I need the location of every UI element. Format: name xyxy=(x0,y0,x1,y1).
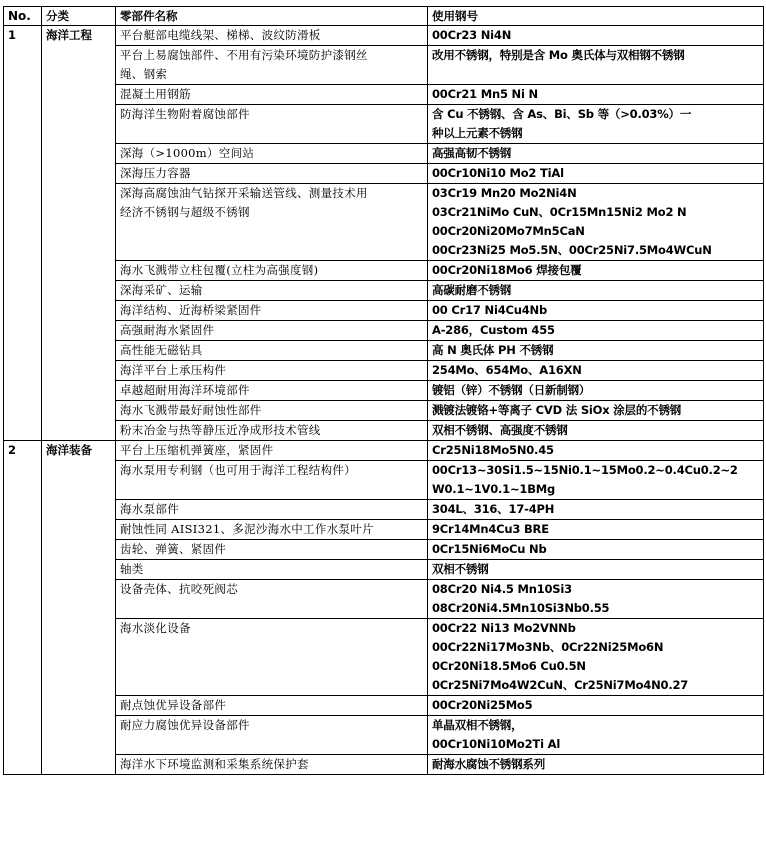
steel-grade-line: 254Mo、654Mo、A16XN xyxy=(432,363,582,377)
steel-grade-cell xyxy=(428,381,764,401)
steel-grade-cell xyxy=(428,500,764,520)
part-name-line: 深海压力容器 xyxy=(120,166,191,180)
part-name-line: 高强耐海水紧固件 xyxy=(120,323,215,337)
group-number: 1 xyxy=(4,26,42,441)
steel-grade-line: 含 Cu 不锈钢、含 As、Bi、Sb 等（>0.03%）一 xyxy=(432,107,692,121)
steel-grade-cell xyxy=(428,716,764,755)
part-name-line: 平台艇部电缆线架、梯梯、波纹防滑板 xyxy=(120,28,321,42)
table-row xyxy=(4,421,764,441)
steel-grade-cell xyxy=(428,164,764,184)
part-name-cell xyxy=(116,144,428,164)
part-name-line: 平台上压缩机弹簧座，紧固件 xyxy=(120,443,274,457)
steel-grade-cell xyxy=(428,46,764,85)
steel-grade-line: 00Cr20Ni20Mo7Mn5CaN xyxy=(432,224,585,238)
header-steel-grade: 使用钢号 xyxy=(428,7,764,26)
steel-grade-line: 溅镀法镀铬+等离子 CVD 法 SiOx 涂层的不锈钢 xyxy=(432,403,682,417)
steel-grade-line: 0Cr20Ni18.5Mo6 Cu0.5N xyxy=(432,659,586,673)
part-name-cell xyxy=(116,85,428,105)
steel-grade-line: W0.1~1V0.1~1BMg xyxy=(432,482,556,496)
steel-grade-line: 高碳耐磨不锈钢 xyxy=(432,283,512,297)
table-row xyxy=(4,540,764,560)
part-name-line: 轴类 xyxy=(120,562,144,576)
part-name-line: 耐蚀性同 AISI321、多泥沙海水中工作水泵叶片 xyxy=(120,522,374,536)
part-name-line: 耐点蚀优异设备部件 xyxy=(120,698,227,712)
table-row xyxy=(4,261,764,281)
part-name-cell xyxy=(116,401,428,421)
part-name-line: 设备壳体、抗咬死阀芯 xyxy=(120,582,238,596)
part-name-cell xyxy=(116,361,428,381)
steel-grade-cell xyxy=(428,341,764,361)
table-row xyxy=(4,321,764,341)
steel-grade-cell xyxy=(428,361,764,381)
table-row xyxy=(4,716,764,755)
part-name-line: 绳、钢索 xyxy=(120,67,168,81)
steel-grade-line: 改用不锈钢，特别是含 Mo 奥氏体与双相钢不锈钢 xyxy=(432,48,685,62)
header-category: 分类 xyxy=(42,7,116,26)
table-row xyxy=(4,500,764,520)
steel-grade-line: 0Cr25Ni7Mo4W2CuN、Cr25Ni7Mo4N0.27 xyxy=(432,678,689,692)
part-name-cell xyxy=(116,619,428,696)
part-name-cell xyxy=(116,560,428,580)
table-row xyxy=(4,755,764,775)
part-name-line: 海水泵部件 xyxy=(120,502,179,516)
table-row xyxy=(4,520,764,540)
part-name-cell xyxy=(116,755,428,775)
steel-grade-line: 00Cr20Ni18Mo6 焊接包覆 xyxy=(432,263,582,277)
part-name-line: 高性能无磁钻具 xyxy=(120,343,203,357)
steel-grade-line: A-286，Custom 455 xyxy=(432,323,555,337)
steel-grade-cell xyxy=(428,520,764,540)
steel-grade-cell xyxy=(428,321,764,341)
part-name-cell xyxy=(116,540,428,560)
steel-grade-line: 00Cr10Ni10 Mo2 TiAl xyxy=(432,166,564,180)
table-row xyxy=(4,164,764,184)
part-name-cell xyxy=(116,580,428,619)
steel-grade-line: 08Cr20 Ni4.5 Mn10Si3 xyxy=(432,582,572,596)
steel-grade-cell xyxy=(428,619,764,696)
steel-grade-cell xyxy=(428,441,764,461)
part-name-line: 海洋平台上承压构件 xyxy=(120,363,227,377)
steel-grade-line: 00Cr10Ni10Mo2Ti Al xyxy=(432,737,561,751)
steel-grade-line: 00Cr20Ni25Mo5 xyxy=(432,698,533,712)
steel-grade-line: 00Cr22Ni17Mo3Nb、0Cr22Ni25Mo6N xyxy=(432,640,664,654)
part-name-cell xyxy=(116,46,428,85)
table-row xyxy=(4,85,764,105)
part-name-cell xyxy=(116,696,428,716)
part-name-cell xyxy=(116,281,428,301)
part-name-cell xyxy=(116,520,428,540)
steel-grade-line: 00Cr13~30Si1.5~15Ni0.1~15Mo0.2~0.4Cu0.2~2 xyxy=(432,463,738,477)
steel-grade-line: 304L、316、17-4PH xyxy=(432,502,555,516)
steel-grade-cell xyxy=(428,560,764,580)
group-category: 海洋装备 xyxy=(42,441,116,775)
table-row xyxy=(4,580,764,619)
steel-grade-cell xyxy=(428,421,764,441)
steel-grade-line: 08Cr20Ni4.5Mn10Si3Nb0.55 xyxy=(432,601,610,615)
steel-grade-cell xyxy=(428,144,764,164)
part-name-line: 海水淡化设备 xyxy=(120,621,191,635)
table-row xyxy=(4,381,764,401)
table-row xyxy=(4,401,764,421)
part-name-cell xyxy=(116,164,428,184)
steel-grade-cell xyxy=(428,401,764,421)
part-name-line: 粉末冶金与热等静压近净成形技术管线 xyxy=(120,423,321,437)
part-name-cell xyxy=(116,441,428,461)
steel-grade-line: 双相不锈钢、高强度不锈钢 xyxy=(432,423,568,437)
part-name-line: 海水飞溅带最好耐蚀性部件 xyxy=(120,403,262,417)
steel-grade-line: 00Cr23 Ni4N xyxy=(432,28,512,42)
part-name-cell xyxy=(116,301,428,321)
part-name-line: 耐应力腐蚀优异设备部件 xyxy=(120,718,250,732)
part-name-line: 卓越超耐用海洋环境部件 xyxy=(120,383,250,397)
steel-grade-cell xyxy=(428,540,764,560)
table-row xyxy=(4,184,764,261)
part-name-line: 海水飞溅带立柱包覆(立柱为高强度钢) xyxy=(120,263,319,277)
part-name-line: 齿轮、弹簧、紧固件 xyxy=(120,542,227,556)
part-name-line: 海水泵用专利钢（也可用于海洋工程结构件） xyxy=(120,463,356,477)
header-part-name: 零部件名称 xyxy=(116,7,428,26)
steel-grade-table xyxy=(3,6,764,775)
steel-grade-cell xyxy=(428,696,764,716)
part-name-line: 经济不锈钢与超级不锈钢 xyxy=(120,205,250,219)
part-name-line: 防海洋生物附着腐蚀部件 xyxy=(120,107,250,121)
part-name-cell xyxy=(116,184,428,261)
table-row xyxy=(4,105,764,144)
steel-grade-line: 00Cr21 Mn5 Ni N xyxy=(432,87,538,101)
part-name-cell xyxy=(116,381,428,401)
table-row xyxy=(4,619,764,696)
table-row xyxy=(4,461,764,500)
steel-grade-cell xyxy=(428,461,764,500)
part-name-line: 混凝土用钢筋 xyxy=(120,87,191,101)
steel-grade-cell xyxy=(428,261,764,281)
table-row xyxy=(4,441,764,461)
steel-grade-line: 00Cr22 Ni13 Mo2VNNb xyxy=(432,621,576,635)
table-row xyxy=(4,144,764,164)
group-category: 海洋工程 xyxy=(42,26,116,441)
header-no: No. xyxy=(4,7,42,26)
group-number: 2 xyxy=(4,441,42,775)
steel-grade-line: 03Cr19 Mn20 Mo2Ni4N xyxy=(432,186,577,200)
part-name-line: 海洋结构、近海桥梁紧固件 xyxy=(120,303,262,317)
part-name-cell xyxy=(116,321,428,341)
steel-grade-cell xyxy=(428,26,764,46)
steel-grade-line: 03Cr21NiMo CuN、0Cr15Mn15Ni2 Mo2 N xyxy=(432,205,687,219)
part-name-cell xyxy=(116,26,428,46)
part-name-line: 海洋水下环境监测和采集系统保护套 xyxy=(120,757,309,771)
part-name-cell xyxy=(116,716,428,755)
part-name-line: 深海（>1000m）空间站 xyxy=(120,146,255,160)
part-name-cell xyxy=(116,261,428,281)
part-name-cell xyxy=(116,341,428,361)
part-name-cell xyxy=(116,105,428,144)
steel-grade-line: 镀铝（锌）不锈钢（日新制钢） xyxy=(432,383,591,397)
part-name-cell xyxy=(116,461,428,500)
steel-grade-line: 双相不锈钢 xyxy=(432,562,489,576)
part-name-cell xyxy=(116,500,428,520)
steel-grade-line: 种以上元素不锈钢 xyxy=(432,126,523,140)
steel-grade-cell xyxy=(428,184,764,261)
part-name-line: 深海采矿、运输 xyxy=(120,283,203,297)
steel-grade-line: 00 Cr17 Ni4Cu4Nb xyxy=(432,303,547,317)
steel-grade-cell xyxy=(428,105,764,144)
steel-grade-line: Cr25Ni18Mo5N0.45 xyxy=(432,443,554,457)
header-row xyxy=(4,7,764,26)
part-name-line: 平台上易腐蚀部件、不用有污染环境防护漆钢丝 xyxy=(120,48,368,62)
table-row xyxy=(4,361,764,381)
steel-grade-line: 高 N 奥氏体 PH 不锈钢 xyxy=(432,343,554,357)
steel-grade-line: 高强高韧不锈钢 xyxy=(432,146,512,160)
steel-grade-line: 0Cr15Ni6MoCu Nb xyxy=(432,542,547,556)
steel-grade-cell xyxy=(428,301,764,321)
table-row xyxy=(4,696,764,716)
table-row xyxy=(4,281,764,301)
table-row xyxy=(4,341,764,361)
steel-grade-cell xyxy=(428,281,764,301)
table-row xyxy=(4,560,764,580)
table-row xyxy=(4,26,764,46)
part-name-cell xyxy=(116,421,428,441)
part-name-line: 深海高腐蚀油气钻探开采输送管线、测量技术用 xyxy=(120,186,368,200)
table-body xyxy=(4,26,764,775)
steel-grade-cell xyxy=(428,580,764,619)
table-row xyxy=(4,46,764,85)
steel-grade-line: 9Cr14Mn4Cu3 BRE xyxy=(432,522,549,536)
steel-grade-line: 00Cr23Ni25 Mo5.5N、00Cr25Ni7.5Mo4WCuN xyxy=(432,243,712,257)
steel-grade-line: 单晶双相不锈钢， xyxy=(432,718,523,732)
steel-grade-cell xyxy=(428,85,764,105)
table-row xyxy=(4,301,764,321)
steel-grade-line: 耐海水腐蚀不锈钢系列 xyxy=(432,757,545,771)
steel-grade-cell xyxy=(428,755,764,775)
